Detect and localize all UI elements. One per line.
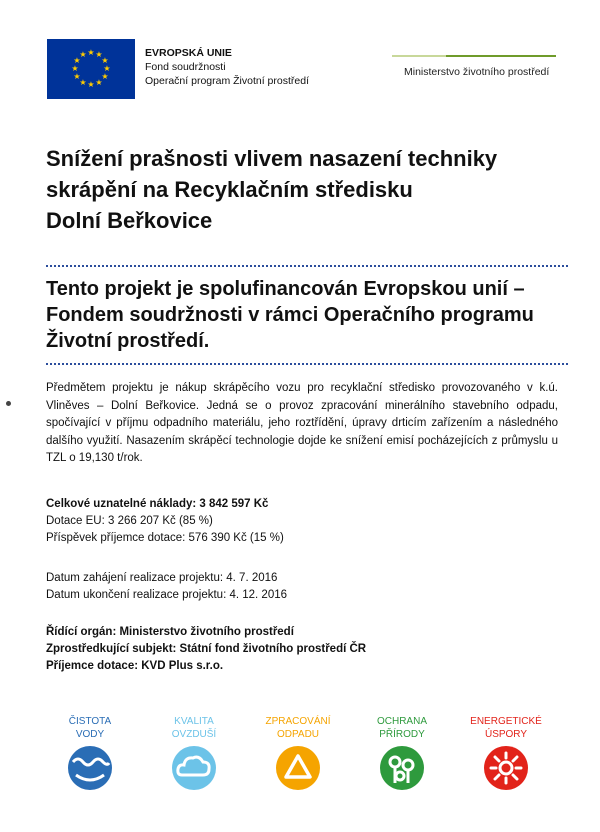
water-icon: [67, 745, 113, 791]
costs-block: [46, 496, 284, 547]
ministry-logo-lines: [392, 55, 556, 59]
cloud-icon: [171, 745, 217, 791]
eu-grant: Dotace EU: 3 266 207 Kč (85 %): [46, 515, 213, 527]
priority-icons: [40, 715, 580, 795]
eu-flag-logo: [47, 39, 135, 99]
waste-priority: ZPRACOVÁNÍ ODPADU: [248, 715, 348, 791]
svg-text:★: ★: [101, 72, 109, 81]
svg-text:★: ★: [71, 64, 79, 73]
project-description: Předmětem projektu je nákup skrápěcího vozu pro recyklační středisko provozovaného v k.ú. Vliněves – Dolní Beřkovice. Jedná se o provoz zpracování minerálního stavebního odpadu, spočívající v příjmu odpadního materiálu, jeho roztřídění, úpravy drticím zařízením a následného dalšího využití. Nasazením skrápěcí technologie dojde ke snížení emisí pocházejících z průmyslu u TZL o 19,130 t/rok.: [46, 382, 558, 464]
eu-stars-icon: [47, 39, 135, 99]
water-priority: ČISTOTA VODY: [40, 715, 140, 791]
cofinancing-statement: Tento projekt je spolufinancován Evropskou unií – Fondem soudržnosti v rámci Operačního programu Životní prostředí.: [46, 278, 534, 352]
triangle-icon: [275, 745, 321, 791]
fund-name: Fond soudržnosti: [145, 61, 226, 73]
managing-authority: Řídící orgán: Ministerstvo životního prostředí: [46, 626, 294, 638]
recipient-contribution: Příspěvek příjemce dotace: 576 390 Kč (15 %): [46, 532, 284, 544]
intermediate-body: Zprostředkující subjekt: Státní fond životního prostředí ČR: [46, 643, 367, 655]
ministry-name: Ministerstvo životního prostředí: [404, 66, 550, 78]
svg-text:★: ★: [87, 48, 95, 57]
svg-text:★: ★: [95, 50, 103, 59]
eu-program-text: [145, 46, 309, 88]
nature-icon: [379, 745, 425, 791]
dotted-divider: [46, 265, 568, 267]
svg-text:★: ★: [79, 50, 87, 59]
svg-text:★: ★: [73, 72, 81, 81]
margin-dot: [6, 401, 11, 406]
svg-text:★: ★: [103, 64, 111, 73]
nature-priority: OCHRANA PŘÍRODY: [352, 715, 452, 791]
project-title: Snížení prašnosti vlivem nasazení techniky skrápění na Recyklačním středisku Dolní Beřkovice: [46, 146, 498, 233]
dates-block: [46, 570, 287, 604]
svg-text:★: ★: [87, 80, 95, 89]
energy-priority: ENERGETICKÉ ÚSPORY: [456, 715, 556, 791]
sun-icon: [483, 745, 529, 791]
grant-recipient: Příjemce dotace: KVD Plus s.r.o.: [46, 660, 224, 672]
svg-text:★: ★: [79, 78, 87, 87]
bodies-block: [46, 624, 366, 675]
air-priority: KVALITA OVZDUŠÍ: [144, 715, 244, 791]
end-date: Datum ukončení realizace projektu: 4. 12. 2016: [46, 589, 288, 601]
dotted-divider: [46, 363, 568, 365]
svg-text:★: ★: [101, 56, 109, 65]
total-costs: Celkové uznatelné náklady: 3 842 597 Kč: [46, 498, 269, 510]
svg-text:★: ★: [95, 78, 103, 87]
start-date: Datum zahájení realizace projektu: 4. 7. 2016: [46, 572, 278, 584]
program-name: Operační program Životní prostředí: [145, 75, 309, 87]
svg-text:★: ★: [73, 56, 81, 65]
eu-name: EVROPSKÁ UNIE: [145, 47, 232, 59]
